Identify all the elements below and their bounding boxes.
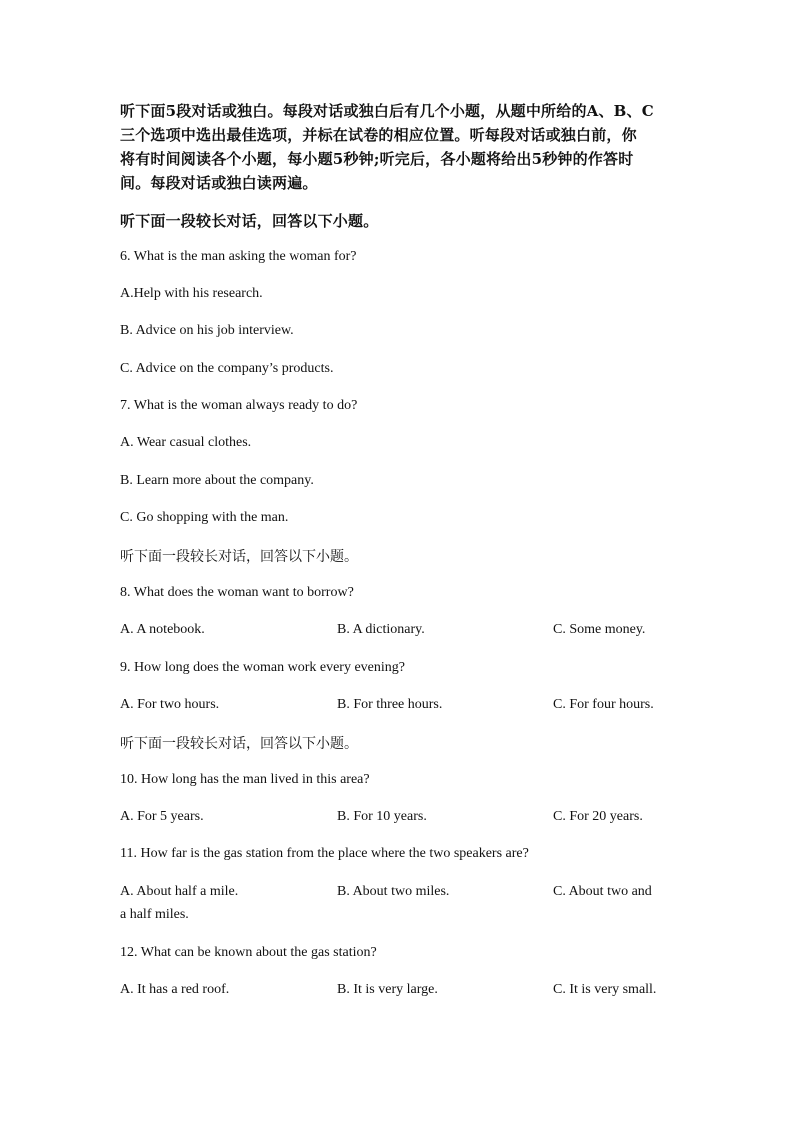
q11-option-c: C. About two and <box>553 884 652 899</box>
q12-option-a: A. It has a red roof. <box>120 982 230 997</box>
q10-option-a: A. For 5 years. <box>120 809 204 824</box>
section-header-1: 听下面一段较长对话，回答以下小题。 <box>120 212 379 230</box>
question-8: 8. What does the woman want to borrow? <box>120 585 354 600</box>
q8-option-c: C. Some money. <box>553 622 646 637</box>
section-header-2: 听下面一段较长对话，回答以下小题。 <box>120 549 358 565</box>
q10-option-c: C. For 20 years. <box>553 809 643 824</box>
q6-option-a: A.Help with his research. <box>120 286 263 301</box>
question-12: 12. What can be known about the gas station? <box>120 945 377 960</box>
instructions-line-2: 三个选项中选出最佳选项，并标在试卷的相应位置。听每段对话或独白前，你 <box>120 126 637 144</box>
question-6: 6. What is the man asking the woman for? <box>120 249 357 264</box>
question-9: 9. How long does the woman work every evening? <box>120 660 405 675</box>
q11-option-b: B. About two miles. <box>337 884 450 899</box>
q9-option-c: C. For four hours. <box>553 697 654 712</box>
instructions-line-4: 间。每段对话或独白读两遍。 <box>120 174 318 192</box>
q6-option-c: C. Advice on the company’s products. <box>120 361 334 376</box>
q6-option-b: B. Advice on his job interview. <box>120 323 294 338</box>
q8-option-a: A. A notebook. <box>120 622 205 637</box>
q7-option-a: A. Wear casual clothes. <box>120 435 252 450</box>
question-7: 7. What is the woman always ready to do? <box>120 398 358 413</box>
q7-option-c: C. Go shopping with the man. <box>120 510 289 525</box>
q9-option-a: A. For two hours. <box>120 697 220 712</box>
question-11: 11. How far is the gas station from the place where the two speakers are? <box>120 846 529 861</box>
instructions-line-3: 将有时间阅读各个小题，每小题5秒钟;听完后，各小题将给出5秒钟的作答时 <box>120 150 634 168</box>
q11-option-a: A. About half a mile. <box>120 884 239 899</box>
q10-option-b: B. For 10 years. <box>337 809 427 824</box>
q11-option-c-continued: a half miles. <box>120 907 189 922</box>
q7-option-b: B. Learn more about the company. <box>120 473 314 488</box>
q9-option-b: B. For three hours. <box>337 697 443 712</box>
q12-option-c: C. It is very small. <box>553 982 657 997</box>
section-header-3: 听下面一段较长对话，回答以下小题。 <box>120 736 358 752</box>
instructions-line-1: 听下面5段对话或独白。每段对话或独白后有几个小题，从题中所给的A、B、C <box>120 102 654 120</box>
q12-option-b: B. It is very large. <box>337 982 438 997</box>
question-10: 10. How long has the man lived in this area? <box>120 772 370 787</box>
q8-option-b: B. A dictionary. <box>337 622 425 637</box>
